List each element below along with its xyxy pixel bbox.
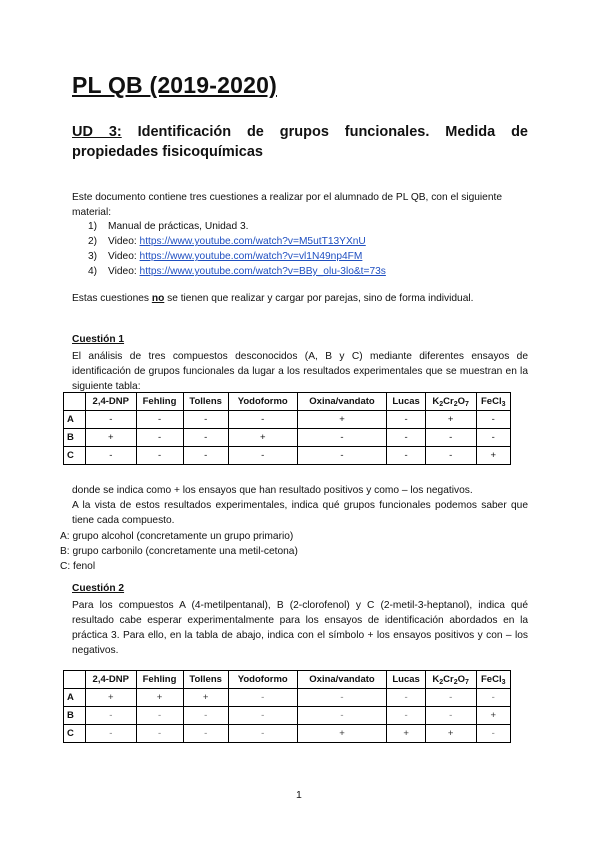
header-yodoformo: Yodoformo: [228, 393, 297, 411]
table-cell: -: [476, 429, 511, 447]
table-cell: -: [183, 725, 228, 743]
answer-b: B: grupo carbonilo (concretamente una metil-cetona): [60, 546, 298, 557]
table-cell: -: [183, 429, 228, 447]
list-item: [88, 264, 386, 279]
header-dichromate: $K_2Cr_2O_7$: [425, 393, 476, 411]
table-cell: +: [228, 429, 297, 447]
table-cell: -: [387, 429, 425, 447]
table-cell: -: [476, 725, 511, 743]
video-link-3[interactable]: https://www.youtube.com/watch?v=BBy_olu-3lo&t=73s: [139, 266, 386, 277]
question-2-heading: Cuestión 2: [72, 583, 125, 594]
table-cell: -: [136, 725, 183, 743]
list-text: Video:: [108, 251, 137, 262]
table-cell: -: [183, 707, 228, 725]
table-cell: -: [136, 411, 183, 429]
list-number: 3): [88, 251, 98, 262]
answer-c: C: fenol: [60, 561, 96, 572]
material-list: [88, 219, 386, 279]
question-1-answers: [60, 529, 530, 574]
intro-paragraph: [72, 190, 532, 220]
video-link-1[interactable]: https://www.youtube.com/watch?v=M5utT13YXnU: [139, 236, 366, 247]
table-cell: -: [86, 447, 137, 465]
table-corner: [64, 393, 86, 411]
table-row: [64, 411, 511, 429]
question-1-text-2: A la vista de estos resultados experimentales, indica qué grupos funcionales podemos saber que tiene cada compuesto.: [72, 500, 528, 526]
table-cell: -: [297, 429, 387, 447]
table-row: [64, 689, 511, 707]
table-cell: -: [228, 447, 297, 465]
table-row: [64, 725, 511, 743]
row-label: B: [64, 707, 86, 725]
header-dichromate: $K_2Cr_2O_7$: [425, 671, 476, 689]
note-pre: Estas cuestiones: [72, 293, 152, 304]
header-lucas: Lucas: [387, 393, 425, 411]
table-cell: -: [297, 689, 387, 707]
table-cell: +: [297, 411, 387, 429]
list-number: 2): [88, 236, 98, 247]
video-link-2[interactable]: https://www.youtube.com/watch?v=vl1N49np4FM: [139, 251, 363, 262]
table-cell: -: [297, 447, 387, 465]
table-cell: -: [136, 447, 183, 465]
table-cell: -: [476, 689, 511, 707]
individual-note: [72, 291, 532, 306]
table-cell: -: [183, 411, 228, 429]
table-header-row: [64, 393, 511, 411]
table-cell: +: [476, 447, 511, 465]
table-cell: -: [228, 689, 297, 707]
list-text: Video:: [108, 266, 137, 277]
table-cell: -: [86, 411, 137, 429]
note-no: no: [151, 293, 165, 304]
table-cell: -: [228, 707, 297, 725]
table-cell: -: [387, 707, 425, 725]
question-2-text: Para los compuestos A (4-metilpentanal), B (2-clorofenol) y C (2-metil-3-heptanol), indica qué resultado cabe esperar experimentalmente para los ensayos de identificación abordados en la práctica 3. Para ello, en la tabla de abajo, indica con el símbolo + los ensayos positivos y con – los negativos.: [72, 600, 528, 656]
intro-line-1: Este documento contiene tres cuestiones a realizar por el alumnado de PL QB, con el siguiente: [72, 192, 503, 203]
table-row: [64, 707, 511, 725]
table-cell: -: [136, 707, 183, 725]
unit-label: UD 3:: [72, 124, 122, 140]
table-cell: +: [183, 689, 228, 707]
unit-title: [72, 122, 528, 162]
header-fecl3: FeCl$_3$: [476, 671, 511, 689]
table-cell: -: [297, 707, 387, 725]
header-fehling: Fehling: [136, 671, 183, 689]
table-body-1: [64, 411, 511, 465]
list-text: Manual de prácticas, Unidad 3.: [108, 221, 249, 232]
table-cell: +: [136, 689, 183, 707]
page-title: PL QB (2019-2020): [72, 72, 277, 98]
table-header-row: [64, 671, 511, 689]
header-tollens: Tollens: [183, 671, 228, 689]
header-lucas: Lucas: [387, 671, 425, 689]
header-oxina: Oxina/vandato: [297, 671, 387, 689]
row-label: C: [64, 447, 86, 465]
question-1-text: El análisis de tres compuestos desconocidos (A, B y C) mediante diferentes ensayos de identificación de grupos funcionales da lugar a los resultados experimentales que se muestran en la siguiente tabla:: [72, 351, 528, 392]
list-text: Video:: [108, 236, 137, 247]
table-cell: +: [86, 429, 137, 447]
header-oxina: Oxina/vandato: [297, 393, 387, 411]
results-table-1: [63, 392, 511, 465]
table-cell: -: [387, 447, 425, 465]
header-fecl3: FeCl$_3$: [476, 393, 511, 411]
table-cell: -: [425, 447, 476, 465]
table-row: [64, 429, 511, 447]
table-corner: [64, 671, 86, 689]
table-cell: -: [425, 707, 476, 725]
page-number: 1: [296, 789, 302, 801]
table-cell: -: [425, 429, 476, 447]
table-body-2: [64, 689, 511, 743]
header-fehling: Fehling: [136, 393, 183, 411]
intro-line-2: material:: [72, 207, 112, 218]
question-1-heading: Cuestión 1: [72, 334, 125, 345]
unit-text: Identificación de grupos funcionales. Medida de propiedades fisicoquímicas: [72, 124, 528, 160]
row-label: A: [64, 689, 86, 707]
table-cell: -: [228, 411, 297, 429]
table-cell: -: [86, 725, 137, 743]
table-cell: +: [425, 411, 476, 429]
table-cell: -: [228, 725, 297, 743]
table-cell: -: [136, 429, 183, 447]
header-yodoformo: Yodoformo: [228, 671, 297, 689]
table-row: [64, 447, 511, 465]
note-post: se tienen que realizar y cargar por parejas, sino de forma individual.: [164, 293, 474, 304]
table-cell: -: [387, 411, 425, 429]
table-cell: -: [476, 411, 511, 429]
row-label: C: [64, 725, 86, 743]
row-label: B: [64, 429, 86, 447]
table-cell: -: [425, 689, 476, 707]
table-cell: +: [476, 707, 511, 725]
list-number: 4): [88, 266, 98, 277]
list-item: [88, 219, 386, 234]
list-item: [88, 249, 386, 264]
table-cell: -: [183, 447, 228, 465]
answer-a: A: grupo alcohol (concretamente un grupo primario): [60, 531, 294, 542]
table-cell: +: [387, 725, 425, 743]
question-1-note: donde se indica como + los ensayos que han resultado positivos y como – los negativos.: [72, 485, 473, 496]
table-cell: +: [297, 725, 387, 743]
header-dnp: 2,4-DNP: [86, 393, 137, 411]
table-cell: -: [387, 689, 425, 707]
list-item: [88, 234, 386, 249]
header-tollens: Tollens: [183, 393, 228, 411]
table-cell: -: [86, 707, 137, 725]
list-number: 1): [88, 221, 98, 232]
header-dnp: 2,4-DNP: [86, 671, 137, 689]
results-table-2: [63, 670, 511, 743]
row-label: A: [64, 411, 86, 429]
table-cell: +: [86, 689, 137, 707]
table-cell: +: [425, 725, 476, 743]
